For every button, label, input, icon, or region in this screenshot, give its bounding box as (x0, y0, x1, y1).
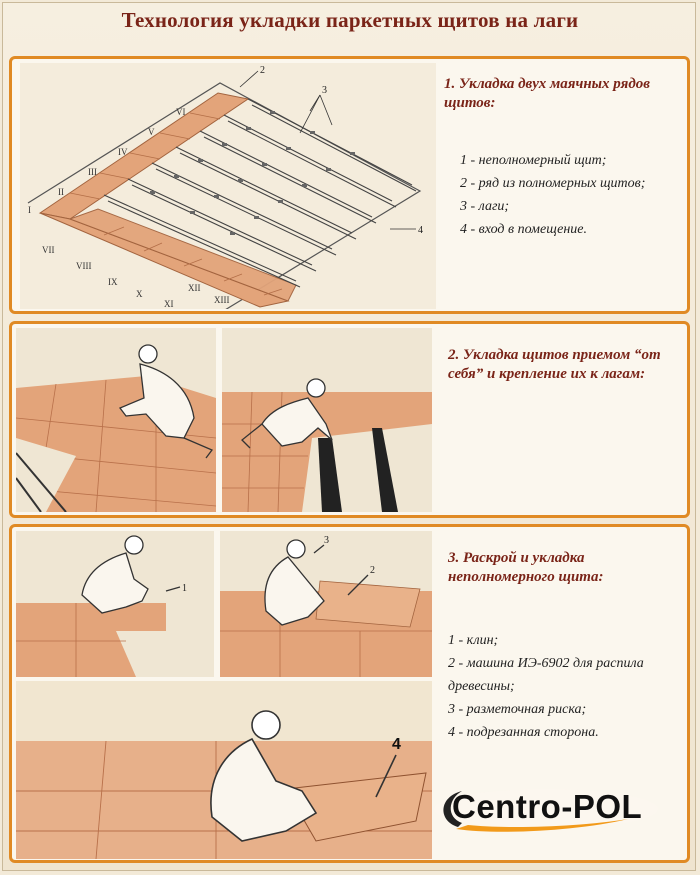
section-3-heading (448, 549, 683, 587)
row-label-iii: III (88, 167, 97, 177)
illustration-wedge (16, 531, 214, 677)
section-1-heading (444, 75, 679, 113)
section-2-panel (9, 321, 690, 518)
illustration-nailing-to-joists (222, 328, 432, 512)
row-label-i: I (28, 205, 31, 215)
section-1-heading-number: 1. (444, 76, 456, 92)
section-3-heading-number: 3. (448, 550, 460, 566)
section-2-heading: 2. Укладка щитов приемом “от себя” и крепление их к лагам: (448, 347, 661, 382)
section-3-heading-text: Раскрой и укладка неполномерного щита: (448, 550, 604, 585)
row-label-ii: II (58, 187, 64, 197)
diagram-laying-beacon-rows (20, 63, 436, 309)
callout-2: 2 (260, 65, 265, 76)
row-label-xii: XII (188, 283, 201, 293)
page-title: Технология укладки паркетных щитов на лаги (121, 8, 579, 32)
row-label-iv: IV (118, 147, 128, 157)
legend-item: 4 - вход в помещение. (460, 222, 587, 237)
section-3-legend (448, 629, 682, 744)
row-label-v: V (148, 127, 155, 137)
legend-item: 2 - ряд из полномерных щитов; (460, 176, 646, 191)
row-label-vii: VII (42, 245, 55, 255)
legend-item: 1 - клин; (448, 633, 499, 648)
legend-item: 2 - машина ИЭ-6902 для распила древесины; (448, 656, 644, 694)
row-label-xiii: XIII (214, 295, 230, 305)
legend-item: 1 - неполномерный щит; (460, 153, 607, 168)
row-label-xi: XI (164, 299, 174, 309)
illustration-cutting-machine (220, 531, 432, 677)
section-1-heading-text: Укладка двух маячных рядов щитов: (444, 76, 650, 111)
row-label-viii: VIII (76, 261, 92, 271)
illustration-trimmed-panel (16, 681, 432, 859)
legend-item: 4 - подрезанная сторона. (448, 725, 599, 740)
row-label-vi: VI (176, 107, 186, 117)
section-1-legend (460, 149, 685, 241)
image-callout-1: 1 (182, 583, 187, 594)
image-callout-4: 4 (392, 736, 401, 753)
illustration-laying-away (16, 328, 216, 512)
image-callout-3: 3 (324, 535, 329, 546)
legend-item: 3 - разметочная риска; (448, 702, 587, 717)
section-1-panel (9, 56, 690, 314)
legend-item: 3 - лаги; (460, 199, 510, 214)
brand-logo (428, 783, 673, 835)
row-label-ix: IX (108, 277, 118, 287)
callout-4: 4 (418, 225, 423, 236)
row-label-x: X (136, 289, 143, 299)
callout-3: 3 (322, 85, 327, 96)
image-callout-2: 2 (370, 565, 375, 576)
brand-name: Centro-POL (452, 788, 643, 825)
